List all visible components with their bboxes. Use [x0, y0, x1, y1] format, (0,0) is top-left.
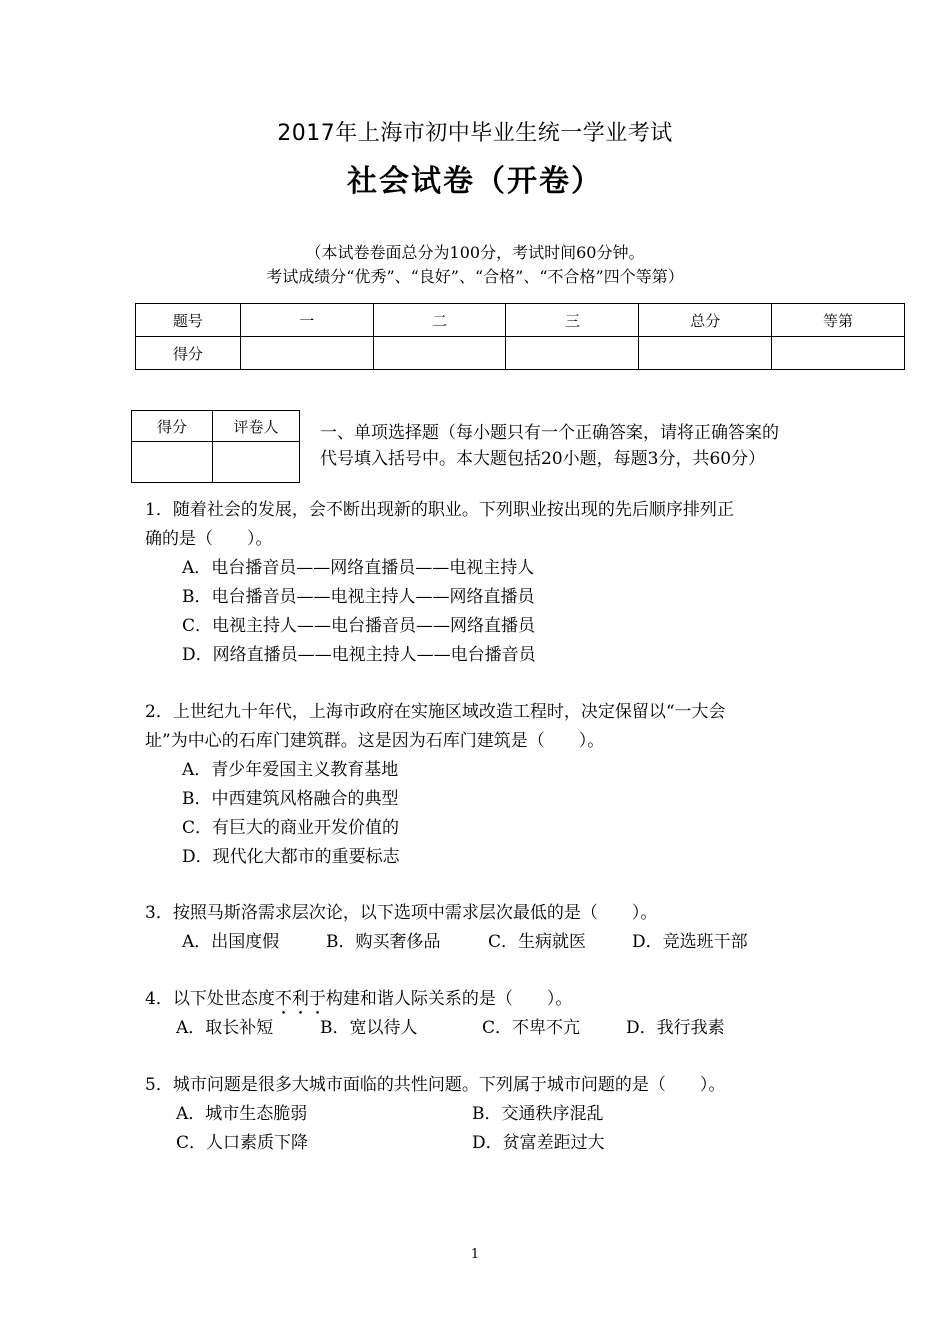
question-4-option-c[interactable]: C．不卑不亢	[482, 1018, 581, 1038]
question-2-stem-line1: 2．上世纪九十年代，上海市政府在实施区域改造工程时，决定保留以“一大会	[145, 702, 726, 722]
score-blank-cell[interactable]	[373, 337, 506, 370]
grader-score-label: 得分	[132, 411, 213, 442]
question-3-option-d[interactable]: D．竞选班干部	[632, 932, 748, 952]
question-1-stem-line2: 确的是（ ）。	[145, 529, 273, 549]
exam-subtitle: 社会试卷（开卷）	[347, 164, 603, 199]
question-3-stem-line1: 3．按照马斯洛需求层次论，以下选项中需求层次最低的是（ ）。	[145, 903, 658, 923]
question-5-option-b[interactable]: B．交通秩序混乱	[472, 1104, 604, 1124]
grader-name-blank[interactable]	[213, 442, 300, 483]
page-number: 1	[470, 1247, 480, 1262]
grader-score-blank[interactable]	[132, 442, 213, 483]
question-3-stem	[145, 899, 815, 928]
question-5-stem-line1: 5．城市问题是很多大城市面临的共性问题。下列属于城市问题的是（ ）。	[145, 1075, 726, 1095]
question-2-option-d[interactable]: D．现代化大都市的重要标志	[182, 847, 400, 867]
section-heading	[320, 420, 860, 472]
question-3-option-b[interactable]: B．购买奢侈品	[326, 932, 441, 952]
score-header-cell: 三	[506, 304, 639, 337]
question-5-stem	[145, 1071, 815, 1100]
exam-title: 2017年上海市初中毕业生统一学业考试	[277, 121, 673, 146]
score-header-cell: 一	[240, 304, 373, 337]
score-header-cell: 二	[373, 304, 506, 337]
section-heading-line2: 代号填入括号中。本大题包括20小题，每题3分，共60分）	[320, 449, 766, 469]
exam-note-line2: 考试成绩分“优秀”、“良好”、“合格”、“不合格”四个等第）	[266, 267, 684, 286]
question-5-option-c[interactable]: C．人口素质下降	[176, 1133, 309, 1153]
score-blank-cell[interactable]	[639, 337, 772, 370]
question-1-stem	[145, 496, 815, 554]
question-1-option-d[interactable]: D．网络直播员——电视主持人——电台播音员	[182, 645, 536, 665]
question-4-option-a[interactable]: A．取长补短	[176, 1018, 274, 1038]
exam-note-line1: （本试卷卷面总分为100分，考试时间60分钟。	[305, 243, 645, 262]
score-table-score-row	[136, 337, 905, 370]
question-2-stem	[145, 698, 815, 756]
question-2-option-a[interactable]: A．青少年爱国主义教育基地	[182, 760, 399, 780]
question-1-option-a[interactable]: A．电台播音员——网络直播员——电视主持人	[182, 558, 535, 578]
score-blank-cell[interactable]	[240, 337, 373, 370]
score-table-header-row	[136, 304, 905, 337]
score-header-cell: 题号	[136, 304, 241, 337]
question-4-stem-before: 4．以下处世态度	[145, 989, 275, 1009]
question-3-option-c[interactable]: C．生病就医	[488, 932, 587, 952]
question-1-option-c[interactable]: C．电视主持人——电台播音员——网络直播员	[182, 616, 536, 636]
question-4-option-b[interactable]: B．宽以待人	[320, 1018, 418, 1038]
grader-table-blank-row	[132, 442, 300, 483]
score-header-cell: 等第	[772, 304, 905, 337]
score-row-label: 得分	[136, 337, 241, 370]
score-blank-cell[interactable]	[772, 337, 905, 370]
question-5-option-d[interactable]: D．贫富差距过大	[472, 1133, 605, 1153]
question-4-stem-emphasis: 不利于	[274, 989, 326, 1009]
question-2-option-b[interactable]: B．中西建筑风格融合的典型	[182, 789, 399, 809]
score-blank-cell[interactable]	[506, 337, 639, 370]
question-5-option-a[interactable]: A．城市生态脆弱	[176, 1104, 308, 1124]
grader-table-header-row	[132, 411, 300, 442]
question-2-stem-line2: 址”为中心的石库门建筑群。这是因为石库门建筑是（ ）。	[145, 731, 605, 751]
question-4-stem-after: 构建和谐人际关系的是（ ）。	[325, 989, 573, 1009]
question-3-option-a[interactable]: A．出国度假	[182, 932, 280, 952]
score-table	[135, 303, 905, 370]
grader-table	[131, 410, 300, 483]
question-2-option-c[interactable]: C．有巨大的商业开发价值的	[182, 818, 400, 838]
question-1-option-b[interactable]: B．电台播音员——电视主持人——网络直播员	[182, 587, 535, 607]
section-heading-line1: 一、单项选择题（每小题只有一个正确答案，请将正确答案的	[320, 423, 779, 443]
question-4-option-d[interactable]: D．我行我素	[626, 1018, 725, 1038]
score-header-cell: 总分	[639, 304, 772, 337]
grader-name-label: 评卷人	[213, 411, 300, 442]
question-1-stem-line1: 1．随着社会的发展，会不断出现新的职业。下列职业按出现的先后顺序排列正	[145, 500, 734, 520]
